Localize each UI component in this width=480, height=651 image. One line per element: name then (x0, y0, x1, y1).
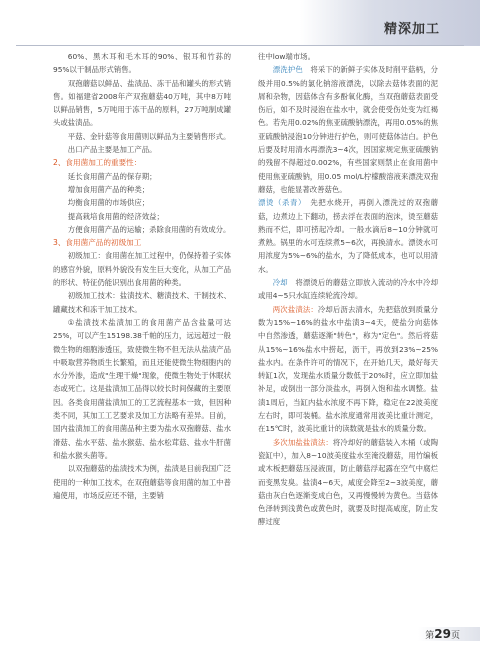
page-header (0, 0, 480, 46)
section-heading: 2、食用菌加工的重要性： (53, 158, 142, 168)
method-label: 两次盐渍法： (272, 304, 318, 314)
list-item: 提高栽培食用菌的经济效益； (67, 211, 164, 221)
paragraph: 60%、黑木耳和毛木耳的90%、银耳和竹荪的95%以干制品形式销售。 (53, 52, 231, 75)
paragraph-blanching (258, 196, 438, 276)
list-item: 方便食用菌产品的运输；杀除食用菌的有效成分。 (67, 224, 231, 234)
paragraph: 以双孢蘑菇的盐渍技术为例，盐渍是目前我国广泛使用的一种加工技术，在双孢蘑菇等食用菌的加工中普遍使用，市场反应还不错，主要销 (53, 464, 231, 500)
paragraph: 初级加工：食用菌在加工过程中，仍保持着子实体的感官外貌，原料外貌没有发生巨大变化，从加工产品的形状、特征仍能识别出食用菌的种类。 (53, 251, 231, 288)
step-text: 先把水烧开，再倒入漂洗过的双孢蘑菇，边煮边上下翻动，捞去浮在表面的泡沫，烫至蘑菇熟而不烂，即可捞起冷却。一般水滴后8~10分钟就可煮熟。锅里的水可连续煮5~6次，再换清水。漂烫水可用浓度为5%~6%的盐水，为了降低成本，也可以用清水。 (258, 198, 438, 274)
method-text: 冷却后沥去清水，先把菇放到质量分数为15%~16%的盐水中盐渍3~4天，使盐分向菇体中自然渗透，蘑菇逐渐"转色"，称为"定色"。然后将菇从15%~16%盐水中捞起，沥干，再放到23%~25%盐水内。在条件许可的情况下，在开始几天，最好每天转缸1次，发现盐水质量分数低于20%时，应立即加盐补足，或倒出一部分淡盐水，再倒入饱和盐水调整。盐渍1周后，当缸内盐水浓度不再下降，稳定在22波美度左右时，即可装桶。盐水浓度通常用波美比重计测定，在15℃时，波美比重计的读数就是盐水的质量分数。 (258, 304, 438, 434)
paragraph: 往中low端市场。 (258, 52, 315, 61)
left-column (53, 50, 231, 502)
step-text: 将采下的新鲜子实体及时削平菇柄，分级并用0.5%的氯化钠溶液漂洗，以除去菇体表面的泥屑和杂物，因菇体含有多酚氧化酶，当双孢蘑菇表面受伤后，如不及时浸泡在盐水中，就会使受伤处变为红褐色。若先用0.02%的焦亚硫酸钠漂洗，再用0.05%的焦亚硫酸钠浸泡10分钟进行护色，则可使菇体洁白。护色后要及时用清水再漂洗3~4次，因国家规定焦亚硫酸钠的残留不得超过0.002%，有些国家则禁止在食用菌中使用焦亚硫酸钠，用0.05 mol/L柠檬酸溶液来漂洗双孢蘑菇，也能显著改善菇色。 (258, 65, 438, 194)
paragraph-cooling (258, 276, 438, 303)
paragraph-bleaching (258, 63, 438, 196)
page-number-value: 29 (434, 627, 451, 641)
paragraph: 初级加工技术：盐渍技术、糖渍技术、干制技术、罐藏技术和冻干加工技术。 (53, 291, 231, 314)
method-text: 将冷却好的蘑菇装入木桶（或陶瓷缸中），加入8~10波美度盐水至淹没蘑菇，用竹编板或木板把蘑菇压浸液面，防止蘑菇浮起露在空气中腐烂而变黑发臭。盐渍4~6天，咸度会降至2~3波美度，蘑菇由灰白色逐渐变成白色，又再慢慢转为黄色。当菇体色泽转到浅黄色或黄色时，就要及时提高咸度，防止发酵过度 (258, 437, 438, 527)
step-label: 冷却 (272, 278, 288, 288)
paragraph: 出口产品主要是加工产品。 (67, 145, 157, 155)
page-number (425, 627, 460, 641)
right-column (258, 50, 438, 529)
page-prefix: 第 (425, 631, 435, 641)
method-label: 多次加盐盐渍法： (272, 437, 333, 447)
step-text: 将漂烫后的蘑菇立即放入流动的冷水中冷却或用4~5只水缸连续轮流冷却。 (258, 278, 438, 301)
header-divider (16, 45, 464, 46)
page-suffix: 页 (450, 631, 460, 641)
list-item: 均衡食用菌的市场供应； (67, 198, 150, 208)
page-footer (0, 621, 480, 651)
paragraph-two-stage-salting (258, 303, 438, 436)
step-label: 漂洗护色 (272, 65, 303, 75)
section-heading: 3、食用菌产品的初级加工 (53, 238, 142, 248)
paragraph: 平菇、金针菇等食用菌则以鲜品为主要销售形式。 (67, 131, 231, 141)
section-title: 精深加工 (383, 22, 440, 37)
paragraph: 双孢蘑菇以鲜品、盐渍品、冻干品和罐头的形式销售。如福建省2008年产双孢蘑菇40万吨，其中8万吨以鲜品销售，5万吨用于冻干品的原料，27万吨制成罐头或盐渍品。 (53, 78, 231, 128)
list-item: 增加食用菌产品的种类； (67, 184, 150, 194)
paragraph: ①盐渍技术盐渍加工的食用菌产品含盐量可达25%，可以产生15198.38千帕的压力，远远超过一般微生物的细胞渗透压，致使微生物不但无法从盐渍产品中吸取营养物质生长繁殖，而且还能使微生物细胞内的水分外渗，造成"生理干燥"现象，使微生物处于休眠状态或死亡。这是盐渍加工品得以较长时间保藏的主要原因。各类食用菌盐渍加工的工艺流程基本一致，但因种类不同，其加工工艺要求及加工方法略有差异。目前，国内盐渍加工的食用菌品种主要为盐水双孢蘑菇、盐水滑菇、盐水平菇、盐水猴菇、盐水松茸菇、盐水牛肝菌和盐水猴头菌等。 (53, 317, 231, 460)
paragraph-multi-salting (258, 436, 438, 529)
step-label: 漂烫（杀青） (258, 198, 303, 208)
list-item: 延长食用菌产品的保存期； (67, 171, 157, 181)
